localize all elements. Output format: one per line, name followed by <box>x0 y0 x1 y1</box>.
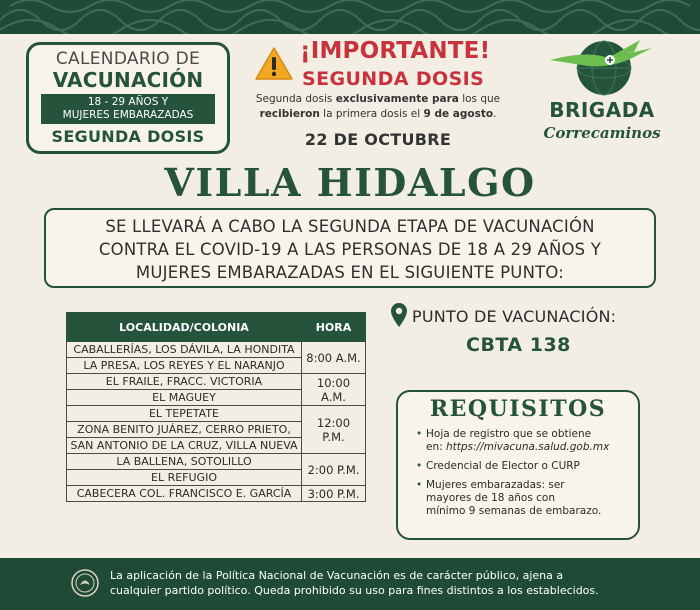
table-row <box>67 342 366 358</box>
calendar-group-label <box>41 94 215 124</box>
brigada-subtitle: Correcaminos <box>543 124 661 142</box>
list-item <box>416 428 638 454</box>
locality-cell: EL TEPETATE <box>67 406 302 422</box>
important-text-a: Segunda dosis <box>255 93 336 105</box>
important-text-f: 9 de agosto <box>423 108 494 120</box>
calendar-dose-label: SEGUNDA DOSIS <box>51 127 205 146</box>
time-cell: 8:00 A.M. <box>302 342 366 374</box>
calendar-title-line2: VACUNACIÓN <box>52 68 204 92</box>
list-item <box>416 479 638 518</box>
requirement-text: mínimo 9 semanas de embarazo. <box>426 505 602 517</box>
table-row <box>67 486 366 502</box>
requirements-title: REQUISITOS <box>429 396 607 422</box>
stage-line1: SE LLEVARÁ A CABO LA SEGUNDA ETAPA DE VACUNACIÓN <box>105 217 595 236</box>
locality-cell: ZONA BENITO JUÁREZ, CERRO PRIETO, <box>67 422 302 438</box>
locality-cell: SAN ANTONIO DE LA CRUZ, VILLA NUEVA <box>67 438 302 454</box>
column-header-time: HORA <box>302 313 366 342</box>
village-title: VILLA HIDALGO <box>164 160 536 205</box>
requirements-list <box>416 428 638 518</box>
requirement-text: Hoja de registro que se obtiene <box>426 428 592 440</box>
important-text-e: la primera dosis el <box>319 108 424 120</box>
locality-cell: LA BALLENA, SOTOLILLO <box>67 454 302 470</box>
requirements-box <box>396 390 640 540</box>
locality-cell: CABECERA COL. FRANCISCO E. GARCÍA <box>67 486 302 502</box>
brigada-title: BRIGADA <box>549 98 655 122</box>
locality-cell: LA PRESA, LOS REYES Y EL NARANJO <box>67 358 302 374</box>
important-description <box>252 92 504 122</box>
locality-cell: EL FRAILE, FRACC. VICTORIA <box>67 374 302 390</box>
footer-line2: cualquier partido político. Queda prohibido su uso para fines distintos a los establecidos. <box>110 584 599 597</box>
list-item <box>416 460 638 473</box>
stage-announcement <box>44 208 656 288</box>
time-cell: 2:00 P.M. <box>302 454 366 486</box>
locality-cell: EL MAGUEY <box>67 390 302 406</box>
stage-line2: CONTRA EL COVID-19 A LAS PERSONAS DE 18 A 29 AÑOS Y <box>98 240 602 259</box>
table-row <box>67 454 366 470</box>
locality-cell: EL REFUGIO <box>67 470 302 486</box>
important-text-b: exclusivamente para <box>335 93 459 105</box>
calendar-title-line1: CALENDARIO DE <box>55 49 201 69</box>
important-text-g: . <box>493 108 497 120</box>
top-decorative-band <box>0 0 700 34</box>
calendar-group-line2: MUJERES EMBARAZADAS <box>62 109 194 121</box>
calendar-group-line1: 18 - 29 AÑOS Y <box>87 96 169 108</box>
footer-line1: La aplicación de la Política Nacional de Vacunación es de carácter público, ajena a <box>110 569 564 582</box>
requirement-text: mayores de 18 años con <box>426 492 555 504</box>
footer-disclaimer <box>110 568 670 598</box>
location-pin-icon <box>390 302 408 328</box>
column-header-locality: LOCALIDAD/COLONIA <box>67 313 302 342</box>
vaccination-date: 22 DE OCTUBRE <box>304 130 452 149</box>
table-header-row <box>67 313 366 342</box>
requirement-text: Mujeres embarazadas: ser <box>426 479 565 491</box>
locality-cell: CABALLERÍAS, LOS DÁVILA, LA HONDITA <box>67 342 302 358</box>
calendar-box <box>26 42 230 154</box>
requirement-text: en: <box>426 441 446 453</box>
important-text-c: los que <box>458 93 501 105</box>
time-cell: 10:00 A.M. <box>302 374 366 406</box>
vaccination-point-label: PUNTO DE VACUNACIÓN: <box>412 307 617 326</box>
brigada-logo <box>548 38 658 98</box>
requirement-text: Credencial de Elector o CURP <box>426 460 580 472</box>
stage-line3: MUJERES EMBARAZADAS EN EL SIGUIENTE PUNTO: <box>135 263 565 282</box>
important-subtitle: SEGUNDA DOSIS <box>302 68 485 90</box>
important-title: ¡IMPORTANTE! <box>300 38 491 64</box>
warning-icon <box>254 46 294 82</box>
important-text-d: recibieron <box>259 108 320 120</box>
table-row <box>67 374 366 390</box>
government-seal-icon <box>70 568 100 598</box>
time-cell: 3:00 P.M. <box>302 486 366 502</box>
schedule-table <box>66 312 366 502</box>
vaccination-point-value: CBTA 138 <box>466 334 571 356</box>
time-cell: 12:00 P.M. <box>302 406 366 454</box>
registration-link[interactable]: https://mivacuna.salud.gob.mx <box>446 441 610 453</box>
decorative-pattern <box>0 0 700 34</box>
table-row <box>67 406 366 422</box>
